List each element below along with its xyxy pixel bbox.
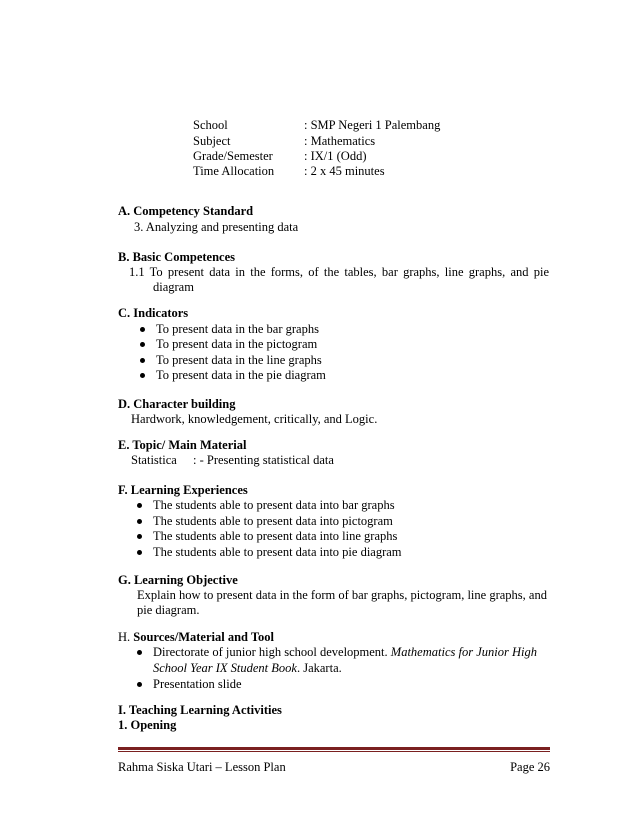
section-e-label: Statistica [131,453,177,467]
bullet-icon [137,650,142,655]
school-label: School [193,118,228,132]
section-d-text: Hardwork, knowledgement, critically, and Logic. [131,412,378,426]
grade-value: : IX/1 (Odd) [304,149,367,163]
bullet-icon [140,342,145,347]
time-label: Time Allocation [193,164,275,178]
section-i-sub: 1. Opening [118,718,177,732]
indicator-item: To present data in the pictogram [140,337,317,352]
section-b-line2: diagram [153,280,194,294]
bullet-icon [137,682,142,687]
section-i-title: I. Teaching Learning Activities [118,703,282,717]
indicator-item: To present data in the pie diagram [140,368,326,383]
indicator-item: To present data in the line graphs [140,353,322,368]
experience-item: The students able to present data into pie diagram [137,545,402,560]
page-number: Page 26 [510,760,550,774]
section-c-title: C. Indicators [118,306,189,320]
section-e-value: : - Presenting statistical data [193,453,334,467]
section-g-line2: pie diagram. [137,603,200,617]
bullet-icon [137,534,142,539]
bullet-icon [140,358,145,363]
subject-value: : Mathematics [304,134,376,148]
indicator-item: To present data in the bar graphs [140,322,319,337]
experience-item: The students able to present data into line graphs [137,529,397,544]
source-item: Directorate of junior high school development. Mathematics for Junior High [137,645,537,660]
source-item-continuation: School Year IX Student Book. Jakarta. [153,661,342,675]
section-b-title: B. Basic Competences [118,250,235,264]
section-a-title: A. Competency Standard [118,204,254,218]
section-g-title: G. Learning Objective [118,573,238,587]
section-b-line1: 1.1 To present data in the forms, of the tables, bar graphs, line graphs, and pie [129,265,549,279]
section-a-text: 3. Analyzing and presenting data [134,220,299,234]
section-h-title: H. Sources/Material and Tool [118,630,275,644]
section-e-title: E. Topic/ Main Material [118,438,247,452]
subject-label: Subject [193,134,231,148]
experience-item: The students able to present data into bar graphs [137,498,395,513]
bullet-icon [140,327,145,332]
section-f-title: F. Learning Experiences [118,483,248,497]
experience-item: The students able to present data into pictogram [137,514,393,529]
footer-rule-thick [118,747,550,750]
bullet-icon [137,550,142,555]
grade-label: Grade/Semester [193,149,273,163]
bullet-icon [140,373,145,378]
footer-rule-thin [118,751,550,752]
footer-author: Rahma Siska Utari – Lesson Plan [118,760,286,774]
section-d-title: D. Character building [118,397,236,411]
bullet-icon [137,503,142,508]
section-g-line1: Explain how to present data in the form of bar graphs, pictogram, line graphs, and [137,588,547,602]
bullet-icon [137,519,142,524]
source-item: Presentation slide [137,677,242,692]
school-value: : SMP Negeri 1 Palembang [304,118,441,132]
time-value: : 2 x 45 minutes [304,164,385,178]
